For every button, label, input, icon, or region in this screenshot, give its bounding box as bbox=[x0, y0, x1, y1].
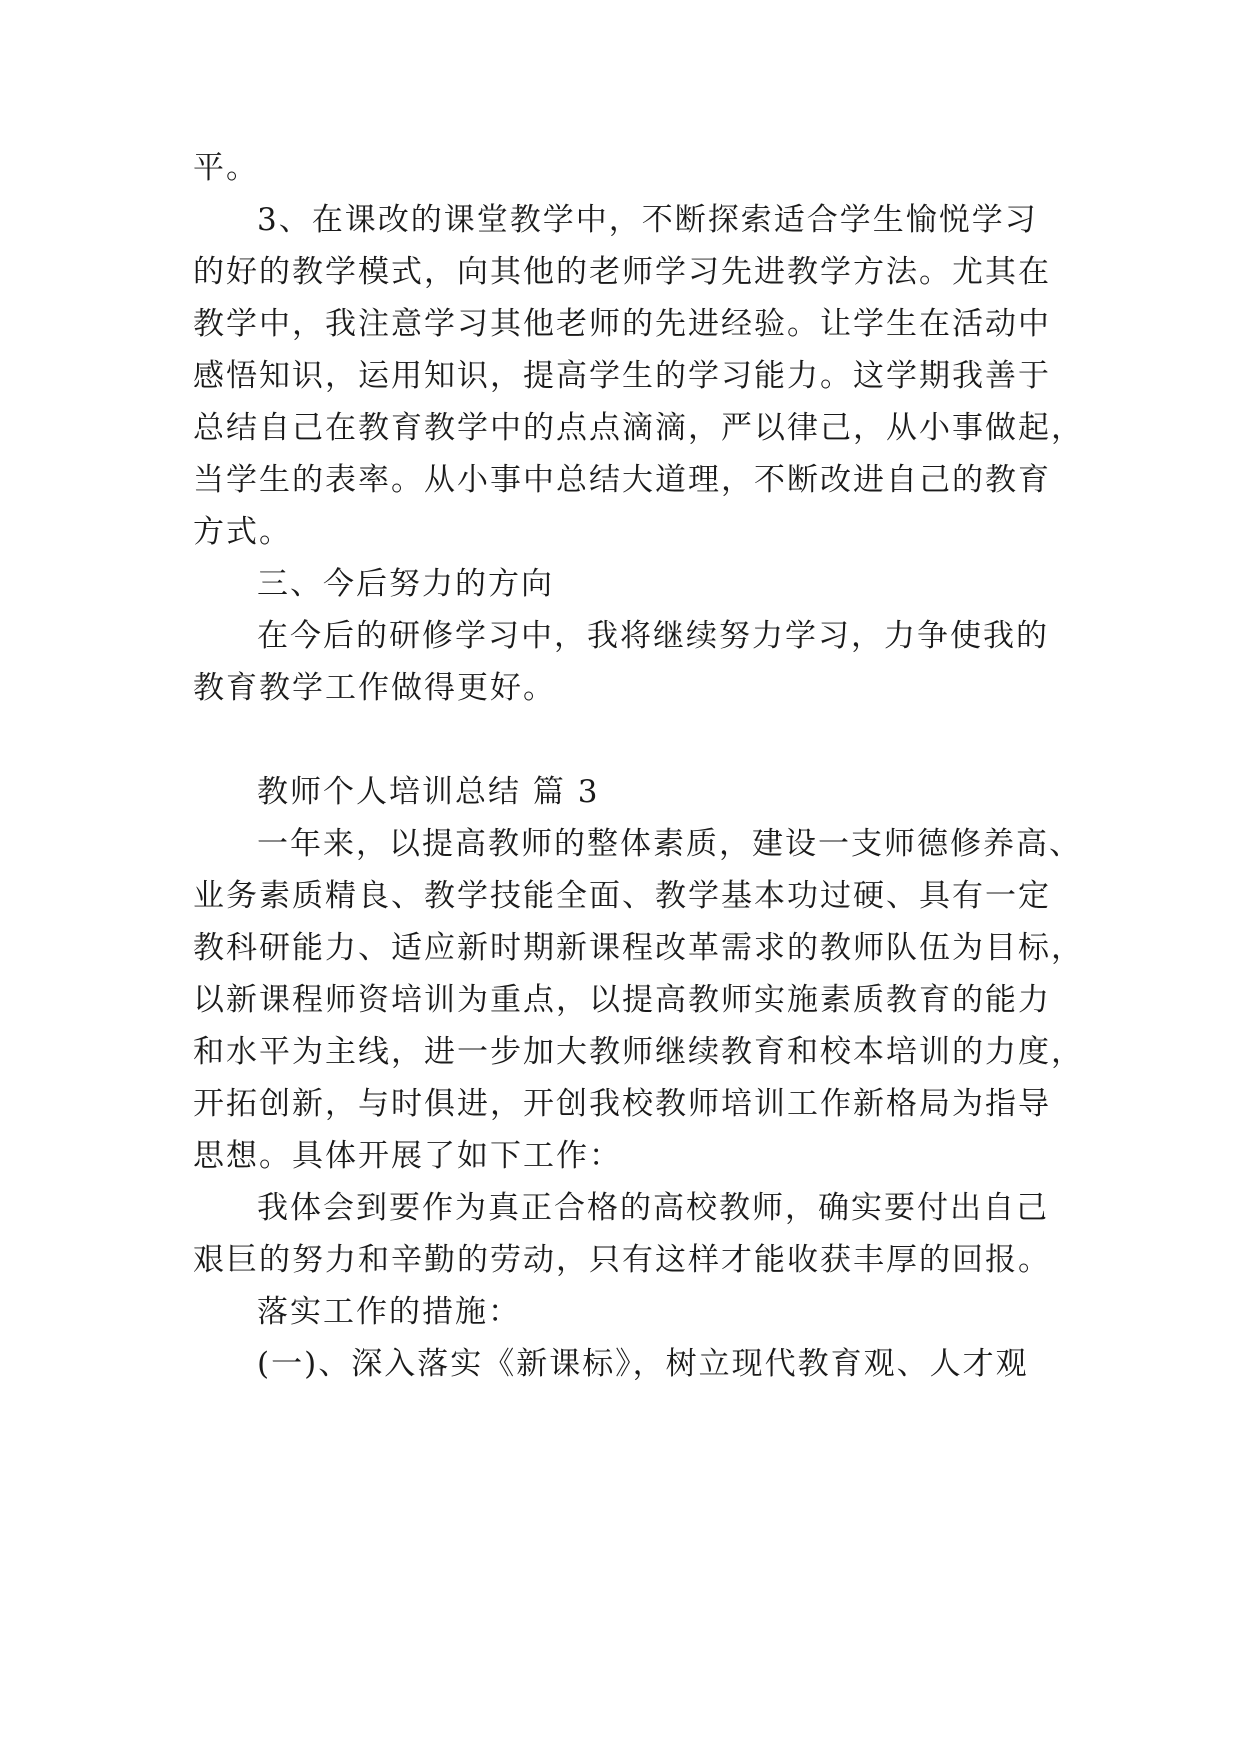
text-line: 艰巨的努力和辛勤的劳动，只有这样才能收获丰厚的回报。 bbox=[193, 1242, 1051, 1278]
text-line: 总结自己在教育教学中的点点滴滴，严以律己，从小事做起， bbox=[193, 410, 1084, 446]
text-line: 落实工作的措施： bbox=[257, 1294, 521, 1330]
text-line: 教育教学工作做得更好。 bbox=[193, 670, 556, 706]
text-line: 在今后的研修学习中，我将继续努力学习，力争使我的 bbox=[257, 618, 1049, 654]
text-line: 思想。具体开展了如下工作： bbox=[193, 1138, 622, 1174]
text-line: 教科研能力、适应新时期新课程改革需求的教师队伍为目标， bbox=[193, 930, 1084, 966]
text-line: 3、在课改的课堂教学中，不断探索适合学生愉悦学习 bbox=[257, 202, 1038, 238]
text-line: 业务素质精良、教学技能全面、教学基本功过硬、具有一定 bbox=[193, 878, 1051, 914]
text-line: 开拓创新，与时俱进，开创我校教师培训工作新格局为指导 bbox=[193, 1086, 1051, 1122]
text-line: 平。 bbox=[193, 150, 259, 186]
article-heading: 教师个人培训总结 篇 3 bbox=[257, 774, 600, 810]
text-line: 和水平为主线，进一步加大教师继续教育和校本培训的力度， bbox=[193, 1034, 1084, 1070]
text-line: 的好的教学模式，向其他的老师学习先进教学方法。尤其在 bbox=[193, 254, 1051, 290]
text-line: 教学中，我注意学习其他老师的先进经验。让学生在活动中 bbox=[193, 306, 1051, 342]
section-heading: 三、今后努力的方向 bbox=[257, 566, 554, 602]
text-line: 方式。 bbox=[193, 514, 292, 550]
text-line: 感悟知识，运用知识，提高学生的学习能力。这学期我善于 bbox=[193, 358, 1051, 394]
text-line: 一年来，以提高教师的整体素质，建设一支师德修养高、 bbox=[257, 826, 1082, 862]
text-line: (一)、深入落实《新课标》，树立现代教育观、人才观 bbox=[257, 1346, 1029, 1382]
text-line: 以新课程师资培训为重点，以提高教师实施素质教育的能力 bbox=[193, 982, 1051, 1018]
text-line: 当学生的表率。从小事中总结大道理，不断改进自己的教育 bbox=[193, 462, 1051, 498]
text-line: 我体会到要作为真正合格的高校教师，确实要付出自己 bbox=[257, 1190, 1049, 1226]
